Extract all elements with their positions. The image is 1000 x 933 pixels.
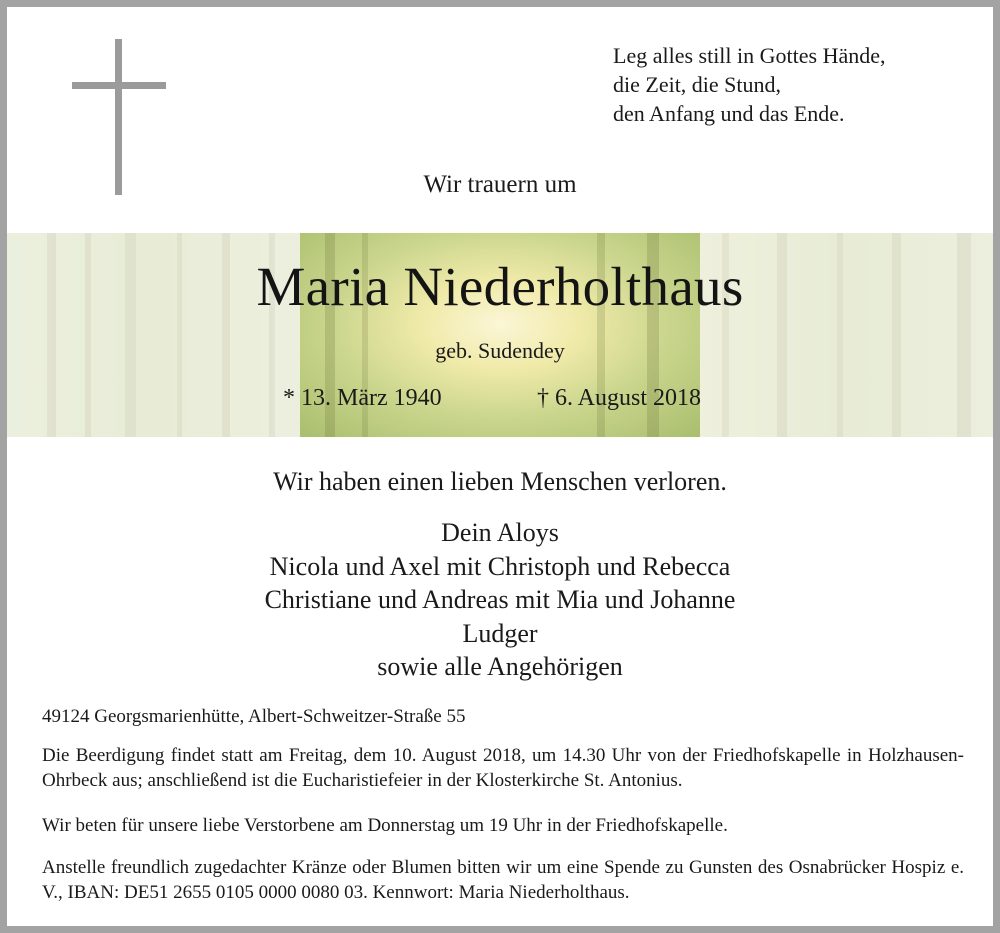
poem-line: die Zeit, die Stund, xyxy=(613,72,782,97)
funeral-info: Die Beerdigung findet statt am Freitag, dem 10. August 2018, um 14.30 Uhr von der Friedhofskapelle in Holzhausen-Ohrbeck aus; anschließend ist die Eucharistiefeier in der Klosterkirche St. Antonius. xyxy=(42,745,964,791)
poem-line: den Anfang und das Ende. xyxy=(613,101,845,126)
birth-name: geb. Sudendey xyxy=(435,338,565,363)
mourner-line: sowie alle Angehörigen xyxy=(377,652,623,681)
prayer-info: Wir beten für unsere liebe Verstorbene am Donnerstag um 19 Uhr in der Friedhofskapelle. xyxy=(42,815,728,836)
intro-text: Wir trauern um xyxy=(423,171,577,198)
mourner-line: Nicola und Axel mit Christoph und Rebecca xyxy=(269,551,731,581)
mourning-statement: Wir haben einen lieben Menschen verloren. xyxy=(273,467,727,496)
mourner-line: Dein Aloys xyxy=(441,518,559,547)
death-date: † 6. August 2018 xyxy=(537,385,702,411)
mourner-line: Ludger xyxy=(462,618,538,648)
mourners-list xyxy=(7,516,993,684)
poem-verse xyxy=(613,41,886,128)
donation-info: Anstelle freundlich zugedachter Kränze oder Blumen bitten wir um eine Spende zu Gunsten des Osnabrücker Hospiz e. V., IBAN: DE51 2655 0105 0000 0080 03. Kennwort: Maria Niederholthaus. xyxy=(42,857,964,903)
poem-line: Leg alles still in Gottes Hände, xyxy=(613,43,886,68)
family-address: 49124 Georgsmarienhütte, Albert-Schweitzer-Straße 55 xyxy=(42,706,466,727)
birth-date: * 13. März 1940 xyxy=(283,385,442,411)
mourner-line: Christiane und Andreas mit Mia und Johanne xyxy=(264,585,736,614)
deceased-name: Maria Niederholthaus xyxy=(256,256,744,317)
